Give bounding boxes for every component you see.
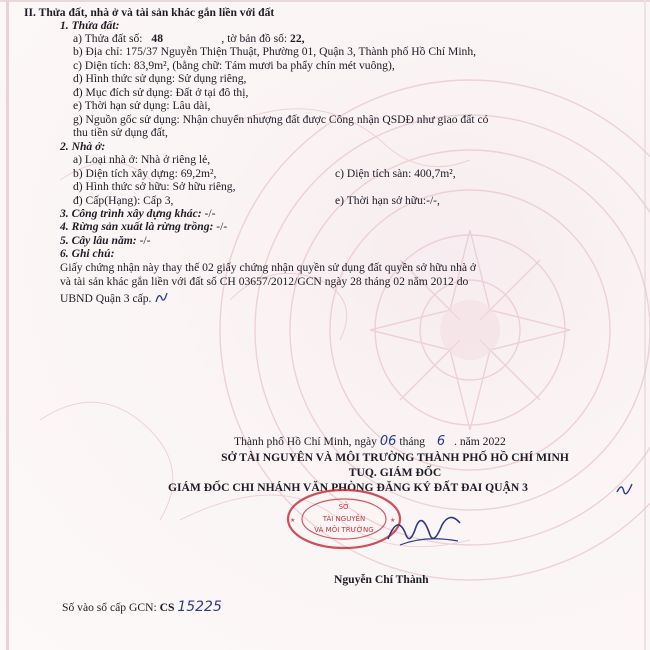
notes-line3-text: UBND Quận 3 cấp.	[60, 292, 152, 305]
initials-mark-icon	[154, 289, 170, 305]
house-type: a) Loại nhà ở: Nhà ở riêng lẻ,	[73, 153, 211, 166]
stamp-text-line2: TÀI NGUYÊN	[322, 515, 366, 523]
stamp-ring-text-left: ★	[290, 517, 296, 524]
on-behalf-title: TUQ. GIÁM ĐỐC	[348, 466, 442, 479]
land-heading: 1. Thửa đất:	[60, 19, 120, 32]
notes-line2: và tài sản khác gắn liền với đất số CH 03657/2012/GCN ngày 28 tháng 02 năm 2012 do	[60, 275, 469, 288]
department-name: SỞ TÀI NGUYÊN VÀ MÔI TRƯỜNG THÀNH PHỐ HỒ CHÍ MINH	[221, 451, 569, 464]
other-forest	[60, 220, 227, 234]
land-origin-line1: g) Nguồn gốc sử dụng: Nhận chuyển nhượng đất được Công nhận QSDĐ như giao đất có	[73, 113, 489, 126]
registry-number: 15225	[177, 599, 222, 615]
forest-value: -/-	[216, 220, 228, 233]
map-label: , tờ bản đồ số:	[221, 32, 288, 45]
forest-label: 4. Rừng sản xuất là rừng trồng:	[60, 220, 214, 233]
land-area: c) Diện tích: 83,9m², (bằng chữ: Tám mươi ba phẩy chín mét vuông),	[73, 59, 395, 72]
perennial-value: -/-	[139, 234, 151, 247]
house-ownership: d) Hình thức sở hữu: Sở hữu riêng,	[73, 180, 236, 193]
land-address: b) Địa chỉ: 175/37 Nguyễn Thiện Thuật, Phường 01, Quận 3, Thành phố Hồ Chí Minh,	[73, 45, 477, 58]
stamp-ring-text-right: ★	[390, 517, 396, 524]
house-ownership-term: e) Thời hạn sở hữu:-/-,	[335, 194, 440, 207]
signing-month: 6	[436, 434, 446, 449]
house-grade: đ) Cấp(Hạng): Cấp 3,	[73, 194, 174, 207]
margin-initial-mark	[614, 478, 636, 500]
registry-number-line	[62, 600, 222, 615]
perennial-label: 5. Cây lâu năm:	[60, 234, 137, 247]
land-parcel-row	[73, 32, 305, 46]
handwritten-signature	[380, 505, 470, 555]
signing-day: 06	[379, 434, 397, 449]
other-construction	[60, 207, 215, 221]
construction-label: 3. Công trình xây dựng khác:	[60, 207, 202, 220]
signing-year: . năm 2022	[454, 435, 506, 448]
signing-date-line	[234, 435, 506, 449]
registry-prefix: CS	[159, 601, 175, 614]
land-purpose: đ) Mục đích sử dụng: Đất ở tại đô thị,	[73, 86, 249, 99]
parcel-number: 48	[151, 32, 163, 45]
signer-position: GIÁM ĐỐC CHI NHÁNH VĂN PHÒNG ĐĂNG KÝ ĐẤT ĐAI QUẬN 3	[168, 481, 528, 494]
other-perennial	[60, 234, 151, 248]
land-use-form: d) Hình thức sử dụng: Sử dụng riêng,	[73, 72, 247, 85]
land-term: e) Thời hạn sử dụng: Lâu dài,	[73, 99, 211, 112]
signer-name: Nguyễn Chí Thành	[334, 573, 429, 586]
month-label: tháng	[399, 435, 426, 448]
parcel-label: a) Thửa đất số:	[73, 32, 143, 45]
land-origin-line2: thu tiền sử dụng đất,	[73, 126, 168, 139]
house-heading: 2. Nhà ở:	[60, 140, 106, 153]
date-prefix: Thành phố Hồ Chí Minh, ngày	[234, 435, 377, 448]
stamp-text-line1: SỞ	[338, 503, 350, 511]
notes-line3	[60, 289, 170, 306]
registry-label: Số vào sổ cấp GCN:	[62, 601, 157, 614]
notes-heading: 6. Ghi chú:	[60, 247, 115, 260]
map-number: 22,	[290, 32, 305, 45]
stamp-text-line3: VÀ MÔI TRƯỜNG	[314, 526, 374, 534]
construction-value: -/-	[204, 207, 216, 220]
notes-line1: Giấy chứng nhận này thay thế 02 giấy chứng nhận quyền sử dụng đất quyền sở hữu nhà ở	[60, 261, 477, 274]
section-title: II. Thửa đất, nhà ở và tài sản khác gắn liền với đất	[24, 6, 275, 19]
house-built-area: b) Diện tích xây dựng: 69,2m²,	[73, 167, 217, 180]
house-floor-area: c) Diện tích sàn: 400,7m²,	[335, 167, 456, 180]
